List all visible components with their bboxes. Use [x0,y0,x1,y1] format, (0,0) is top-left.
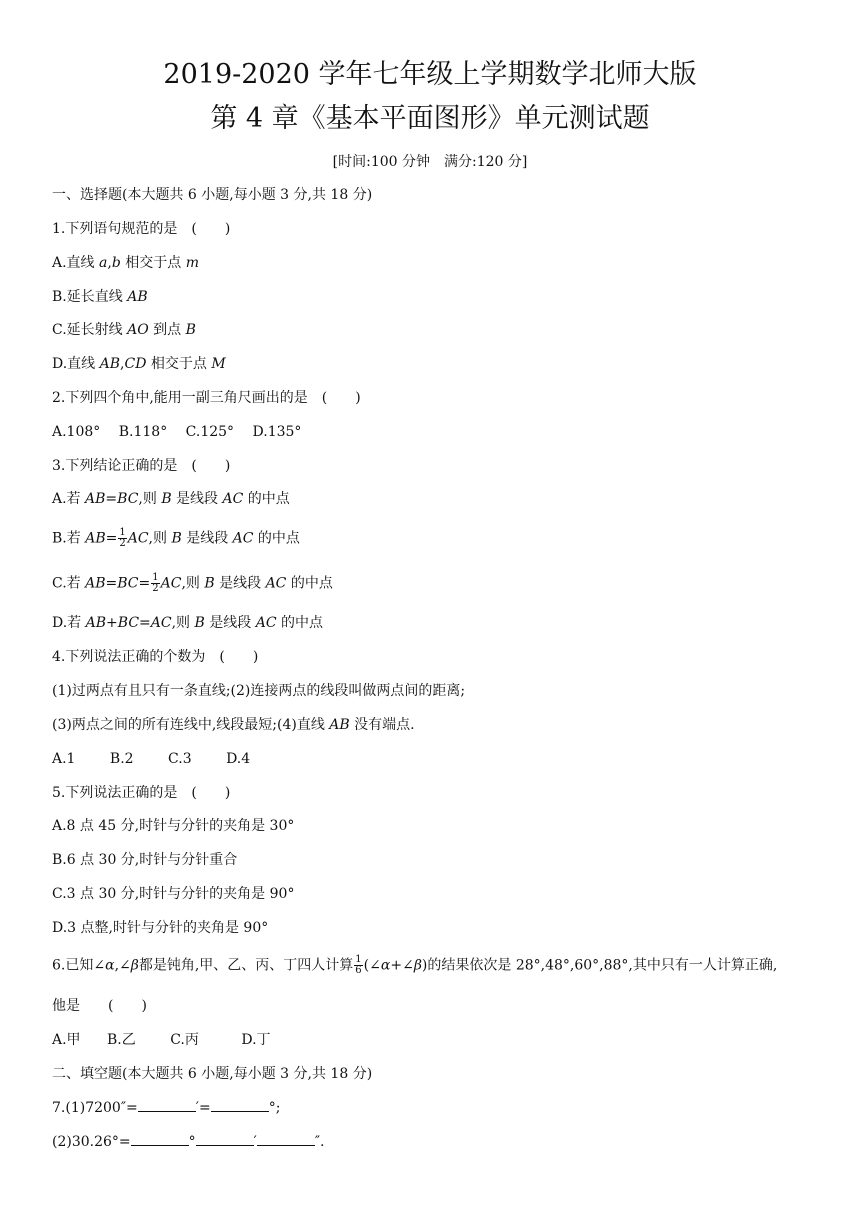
text: (∠ [363,957,381,974]
text: ′= [195,1100,211,1116]
var: AC [232,530,254,547]
text: 到点 [148,322,186,338]
q4-option-d: D.4 [226,751,251,767]
q5-option-a: A.8 点 45 分,时针与分针的夹角是 30° [52,818,295,834]
q3-option-b [52,528,300,549]
doc-title-line2: 第 4 章《基本平面图形》单元测试题 [210,103,650,134]
text: A.直线 [52,255,100,271]
var: CD [124,356,147,372]
text: ″. [314,1134,325,1150]
text: 没有端点. [349,717,415,733]
q2-option-c: C.125° [185,424,235,440]
denominator: 6 [355,965,362,976]
answer-blank[interactable] [138,1099,196,1112]
expr: AC [160,575,182,592]
q4-option-b: B.2 [109,751,134,767]
var: AC [265,575,287,592]
q1-option-b [52,288,148,306]
text: 是线段 [171,491,223,507]
var: α [105,957,115,974]
text: D.直线 [52,356,100,372]
denominator: 2 [152,583,159,594]
text: 都是钝角,甲、乙、丙、丁四人计算 [138,957,354,974]
answer-blank[interactable] [257,1133,315,1146]
q2-option-b: B.118° [118,424,168,440]
var: AB [99,356,121,372]
text: 是线段 [204,615,256,631]
text: ° [188,1134,196,1150]
doc-title-line1: 2019-2020 学年七年级上学期数学北师大版 [163,59,697,90]
text: A.若 [52,491,86,507]
var: B [204,575,215,592]
q6-option-c: C.丙 [170,1032,199,1048]
q2-stem: 2.下列四个角中,能用一副三角尺画出的是 ( ) [52,390,361,406]
text: 的中点 [276,615,323,631]
q3-option-d [52,614,323,632]
q4-statement-1: (1)过两点有且只有一条直线;(2)连接两点的线段叫做两点间的距离; [52,683,466,699]
q1-stem: 1.下列语句规范的是 ( ) [52,221,231,237]
var: AC [255,615,277,631]
q5-stem: 5.下列说法正确的是 ( ) [52,785,231,801]
var: β [130,957,139,974]
text: C.延长射线 [52,322,128,338]
text: 的中点 [286,575,333,592]
denominator: 2 [119,538,126,549]
text: 是线段 [214,575,266,592]
text: B.延长直线 [52,289,128,305]
answer-blank[interactable] [196,1133,254,1146]
var: β [413,957,422,974]
text: ,则 [138,491,162,507]
q4-stem: 4.下列说法正确的个数为 ( ) [52,649,259,665]
fraction [354,955,362,976]
q4-options [52,750,250,768]
text: °; [268,1100,281,1116]
numerator: 1 [119,527,126,538]
text: 的中点 [253,530,300,547]
q7-line2 [52,1133,325,1151]
exam-meta: [时间:100 分钟 满分:120 分] [332,154,528,170]
text: B.若 [52,530,86,547]
text: 的结果依次是 28°,48°,60°,88°,其中只有一人计算正确, [427,957,778,974]
expr: AB=BC [85,491,139,507]
text: ) [421,957,428,974]
q3-option-c [52,573,333,594]
text: 相交于点 [120,255,186,271]
q1-option-c [52,321,196,339]
q4-option-c: C.3 [168,751,192,767]
answer-blank[interactable] [211,1099,269,1112]
q5-option-b: B.6 点 30 分,时针与分针重合 [52,852,238,868]
var: B [194,615,205,631]
text: C.若 [52,575,86,592]
text: ,则 [171,615,195,631]
section1-heading: 一、选择题(本大题共 6 小题,每小题 3 分,共 18 分) [52,187,373,203]
var: B [185,322,196,338]
q6-stem-line2: 他是 ( ) [52,998,147,1014]
answer-blank[interactable] [131,1133,189,1146]
q7-line1 [52,1099,280,1117]
q6-stem [52,955,777,976]
text: ,则 [181,575,205,592]
text: ,则 [148,530,172,547]
var: AC [222,491,244,507]
var: M [211,356,226,372]
q4-option-a: A.1 [52,751,76,767]
text: ′ [253,1134,257,1150]
text: 相交于点 [146,356,212,372]
q6-options [52,1031,271,1049]
text: +∠ [390,957,414,974]
var: m [185,255,199,271]
q2-option-a: A.108° [52,424,101,440]
var: α [380,957,391,974]
expr: AC [127,530,149,547]
expr: AB=BC= [85,575,151,592]
q6-option-b: B.乙 [107,1032,136,1048]
q5-option-d: D.3 点整,时针与分针的夹角是 90° [52,920,269,936]
text: D.若 [52,615,86,631]
text: 是线段 [181,530,233,547]
q3-stem: 3.下列结论正确的是 ( ) [52,458,231,474]
numerator: 1 [355,954,362,965]
text: (3)两点之间的所有连线中,线段最短;(4)直线 [52,717,330,733]
text: (2)30.26°= [52,1134,131,1150]
q2-option-d: D.135° [252,424,302,440]
var: AB [127,289,148,305]
var: b [111,255,121,271]
text: , [107,255,112,271]
q4-statement-2 [52,716,415,734]
text: , [120,356,125,372]
var: AO [127,322,149,338]
q6-option-a: A.甲 [52,1032,81,1048]
text: 7.(1)7200″= [52,1100,138,1116]
q1-option-d [52,355,226,373]
expr: AB+BC=AC [85,615,172,631]
fraction [118,528,126,549]
q1-option-a [52,254,199,272]
fraction [151,573,159,594]
text: 的中点 [243,491,290,507]
q6-option-d: D.丁 [241,1032,271,1048]
q2-options [52,423,301,441]
text: 6.已知∠ [52,957,106,974]
expr: AB= [85,530,118,547]
numerator: 1 [152,572,159,583]
var: AB [329,717,350,733]
var: B [161,491,172,507]
var: a [99,255,108,271]
var: B [171,530,182,547]
q5-option-c: C.3 点 30 分,时针与分针的夹角是 90° [52,886,295,902]
text: ,∠ [114,957,131,974]
q3-option-a [52,490,290,508]
section2-heading: 二、填空题(本大题共 6 小题,每小题 3 分,共 18 分) [52,1066,373,1082]
